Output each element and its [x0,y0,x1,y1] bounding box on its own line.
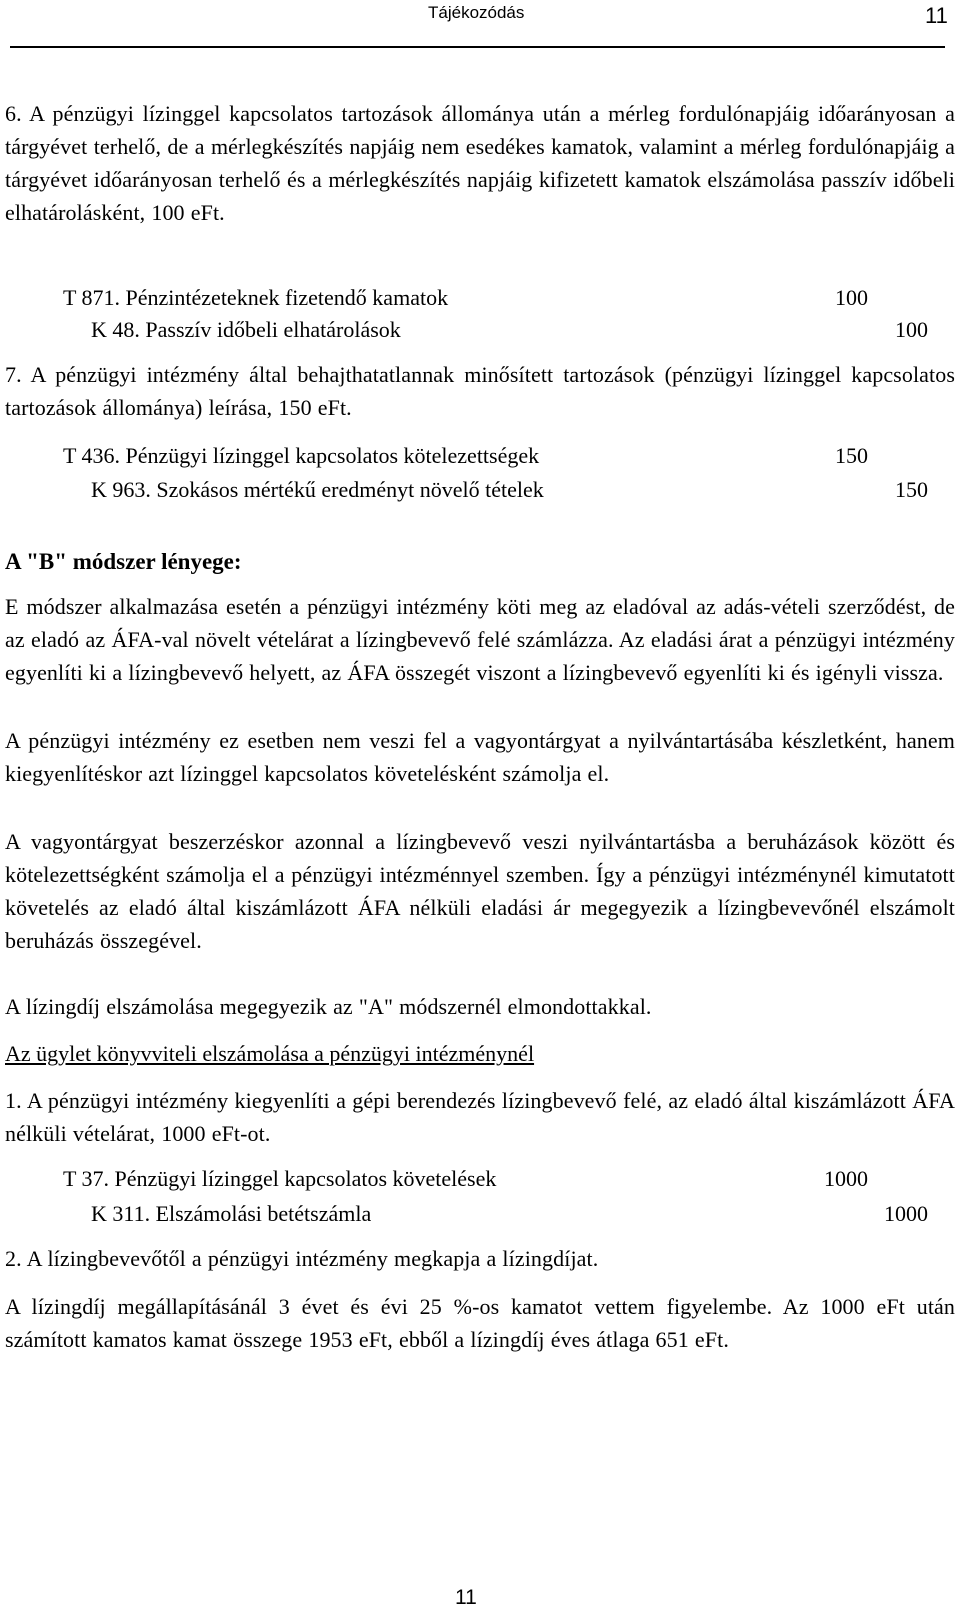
method-b-paragraph-4: A lízingdíj elszámolása megegyezik az "A" módszernél elmondottakkal. [5,994,652,1019]
section-6-credit-entry: K 48. Passzív időbeli elhatárolások [91,317,401,342]
header-divider [10,46,945,48]
section-7-debit-amount: 150 [835,443,868,468]
item-1-debit-amount: 1000 [824,1166,868,1191]
method-b-paragraph-1: E módszer alkalmazása esetén a pénzügyi intézmény köti meg az eladóval az adás-vételi szerződést, de az eladó az ÁFA-val növelt vételárat a lízingbevevő felé számlázza. Az eladási árat a pénzügyi intézmény egyenlíti ki a lízingbevevő helyett, az ÁFA összegét viszont a lízingbevevő egyenlíti ki és igényli vissza. [5,594,955,685]
item-1-credit-entry: K 311. Elszámolási betétszámla [91,1201,372,1226]
section-7-credit-amount: 150 [895,477,928,502]
header-title: Tájékozódás [428,3,525,22]
section-6-paragraph: 6. A pénzügyi lízinggel kapcsolatos tartozások állománya után a mérleg fordulónapjáig időarányosan a tárgyévet terhelő, de a mérlegkészítés napjáig nem esedékes kamatok, valamint a mérleg fordulónapjáig a tárgyévet időarányosan terhelő és a mérlegkészítés napjáig kifizetett kamatok elszámolása passzív időbeli elhatárolásként, 100 eFt. [5,101,955,225]
section-6-credit-amount: 100 [895,317,928,342]
section-6-debit-entry: T 871. Pénzintézeteknek fizetendő kamatok [63,285,449,310]
section-7-credit-entry: K 963. Szokásos mértékű eredményt növelő tételek [91,477,544,502]
item-1-debit-entry: T 37. Pénzügyi lízinggel kapcsolatos követelések [63,1166,497,1191]
method-b-paragraph-2: A pénzügyi intézmény ez esetben nem veszi fel a vagyontárgyat a nyilvántartásába készletként, hanem kiegyenlítéskor azt lízinggel kapcsolatos követelésként számolja el. [5,728,955,786]
section-7-debit-entry: T 436. Pénzügyi lízinggel kapcsolatos kötelezettségek [63,443,540,468]
bookkeeping-item-1: 1. A pénzügyi intézmény kiegyenlíti a gépi berendezés lízingbevevő felé, az eladó által kiszámlázott ÁFA nélküli vételárat, 1000 eFt-ot. [5,1088,955,1146]
bookkeeping-subheading: Az ügylet könyvviteli elszámolása a pénzügyi intézménynél [5,1041,535,1066]
section-6-debit-amount: 100 [835,285,868,310]
page-header [0,0,960,48]
footer-page-number: 11 [455,1586,477,1609]
section-7-paragraph: 7. A pénzügyi intézmény által behajthatatlannak minősített tartozások (pénzügyi lízinggel kapcsolatos tartozások állománya) leírása, 150 eFt. [5,362,955,420]
item-1-credit-amount: 1000 [884,1201,928,1226]
header-page-number: 11 [925,3,948,28]
bookkeeping-item-2-note: A lízingdíj megállapításánál 3 évet és évi 25 %-os kamatot vettem figyelembe. Az 1000 eFt után számított kamatos kamat összege 1953 eFt, ebből a lízingdíj éves átlaga 651 eFt. [5,1294,955,1352]
bookkeeping-item-2: 2. A lízingbevevőtől a pénzügyi intézmény megkapja a lízingdíjat. [5,1246,599,1271]
method-b-paragraph-3: A vagyontárgyat beszerzéskor azonnal a lízingbevevő veszi nyilvántartásba a beruházások között és kötelezettségként számolja el a pénzügyi intézménnyel szemben. Így a pénzügyi intézménynél kimutatott követelés az eladó által kiszámlázott ÁFA nélküli eladási ár megegyezik a lízingbevevőnél elszámolt beruházás összegével. [5,829,955,953]
method-b-heading: A "B" módszer lényege: [5,549,242,574]
